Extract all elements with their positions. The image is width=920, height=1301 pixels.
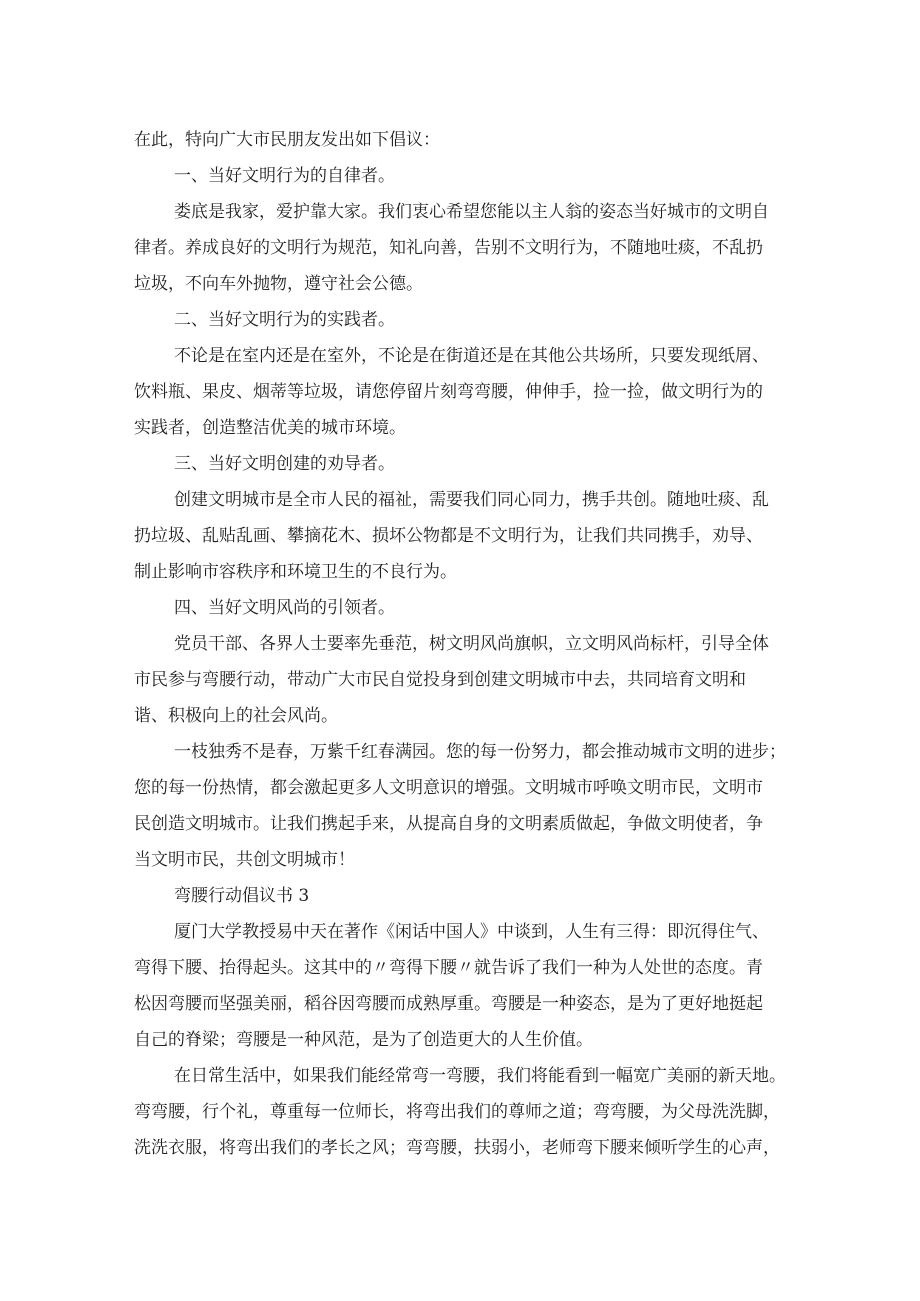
text-line: 实践者，创造整洁优美的城市环境。 xyxy=(134,418,406,438)
text-line: 您的每一份热情，都会激起更多人文明意识的增强。文明城市呼唤文明市民，文明市 xyxy=(134,778,763,798)
text-line: 创建文明城市是全市人民的福祉，需要我们同心同力，携手共创。随地吐痰、乱 xyxy=(174,490,769,510)
text-line: 一枝独秀不是春，万紫千红春满园。您的每一份努力，都会推动城市文明的进步； xyxy=(174,742,786,762)
text-line: 党员干部、各界人士要率先垂范，树文明风尚旗帜，立文明风尚标杆，引导全体 xyxy=(174,634,769,654)
text-line: 不论是在室内还是在室外，不论是在街道还是在其他公共场所，只要发现纸屑、 xyxy=(174,346,769,366)
section-heading: 二、当好文明行为的实践者。 xyxy=(174,310,395,330)
text-line: 在此，特向广大市民朋友发出如下倡议： xyxy=(134,130,440,150)
text-line: 弯得下腰、抬得起头。这其中的〃弯得下腰〃就告诉了我们一种为人处世的态度。青 xyxy=(134,958,763,978)
text-line: 娄底是我家，爱护靠大家。我们衷心希望您能以主人翁的姿态当好城市的文明自 xyxy=(174,202,769,222)
text-line: 扔垃圾、乱贴乱画、攀摘花木、损坏公物都是不文明行为，让我们共同携手，劝导、 xyxy=(134,526,763,546)
text-line: 民创造文明城市。让我们携起手来，从提高自身的文明素质做起，争做文明使者，争 xyxy=(134,814,763,834)
text-line: 当文明市民，共创文明城市！ xyxy=(134,850,355,870)
text-line: 厦门大学教授易中天在著作《闲话中国人》中谈到，人生有三得：即沉得住气、 xyxy=(174,922,769,942)
text-line: 律者。养成良好的文明行为规范，知礼向善，告别不文明行为，不随地吐痰，不乱扔 xyxy=(134,238,763,258)
text-line: 洗洗衣服，将弯出我们的孝长之风；弯弯腰，扶弱小，老师弯下腰来倾听学生的心声， xyxy=(134,1138,780,1158)
section-heading: 一、当好文明行为的自律者。 xyxy=(174,166,395,186)
document-subtitle: 弯腰行动倡议书 3 xyxy=(174,886,310,906)
text-line: 弯弯腰，行个礼，尊重每一位师长，将弯出我们的尊师之道；弯弯腰，为父母洗洗脚， xyxy=(134,1102,780,1122)
text-line: 垃圾，不向车外抛物，遵守社会公德。 xyxy=(134,274,423,294)
text-line: 市民参与弯腰行动，带动广大市民自觉投身到创建文明城市中去，共同培育文明和 xyxy=(134,670,746,690)
text-line: 松因弯腰而坚强美丽，稻谷因弯腰而成熟厚重。弯腰是一种姿态，是为了更好地挺起 xyxy=(134,994,763,1014)
text-line: 自己的脊梁；弯腰是一种风范，是为了创造更大的人生价值。 xyxy=(134,1030,593,1050)
section-heading: 三、当好文明创建的劝导者。 xyxy=(174,454,395,474)
text-line: 饮料瓶、果皮、烟蒂等垃圾，请您停留片刻弯弯腰，伸伸手，捡一捡，做文明行为的 xyxy=(134,382,763,402)
text-line: 制止影响市容秩序和环境卫生的不良行为。 xyxy=(134,562,457,582)
text-line: 谐、积极向上的社会风尚。 xyxy=(134,706,338,726)
section-heading: 四、当好文明风尚的引领者。 xyxy=(174,598,395,618)
text-line: 在日常生活中，如果我们能经常弯一弯腰，我们将能看到一幅宽广美丽的新天地。 xyxy=(174,1066,786,1086)
